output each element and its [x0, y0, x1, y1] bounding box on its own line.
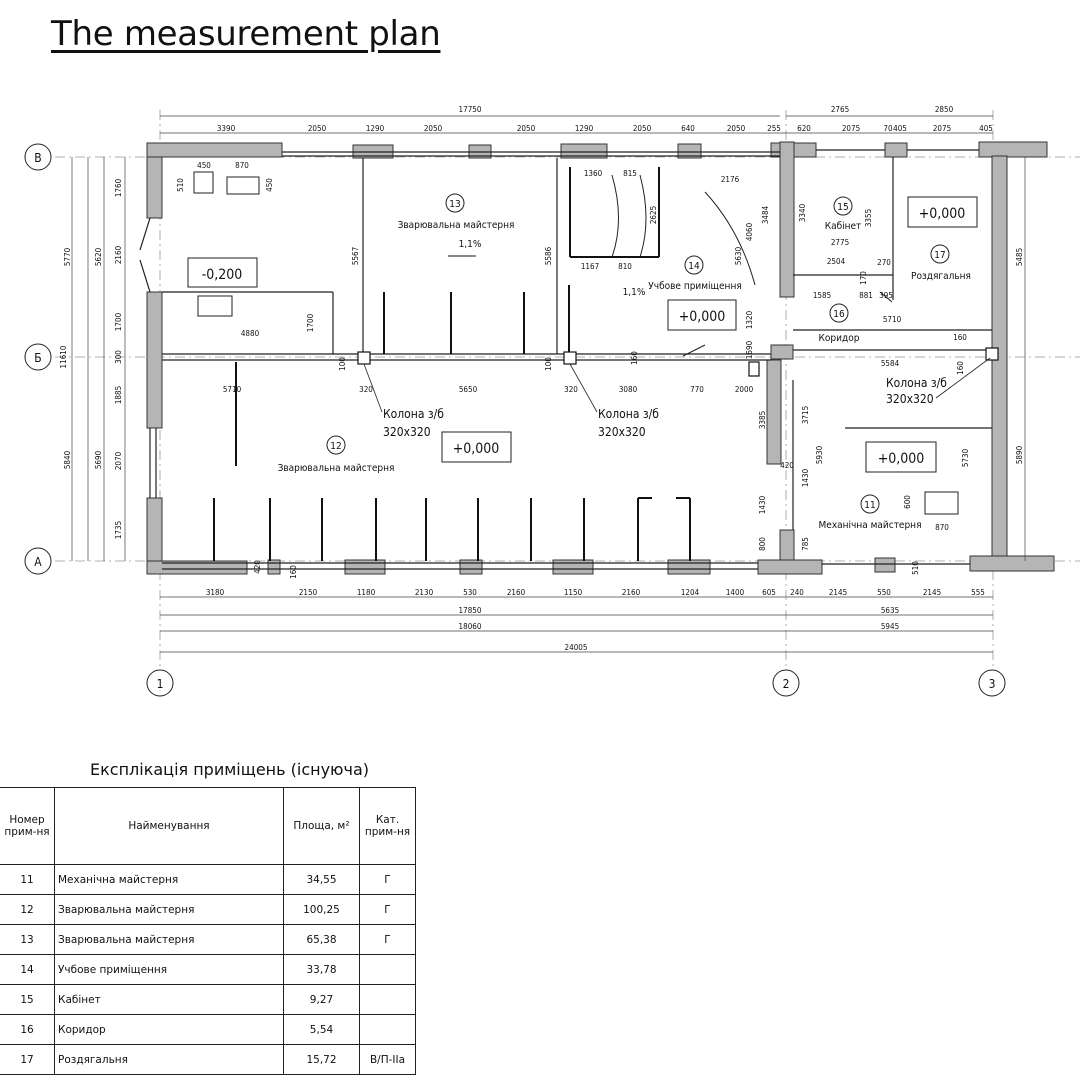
dim-interior: 2000 — [734, 385, 754, 394]
dim-interior: 5586 — [544, 246, 553, 266]
level-tag-11-text: +0,000 — [877, 451, 925, 467]
dim-left-mid: 5620 — [94, 247, 103, 267]
dim-bottom: 550 — [877, 588, 891, 597]
table-row — [0, 865, 416, 895]
cell-name: Механічна майстерня — [55, 865, 284, 895]
dim-interior: 5710 — [222, 385, 242, 394]
room-number-16: 16 — [833, 309, 845, 320]
room-slope-14: 1,1% — [622, 287, 646, 298]
dim-right: 5890 — [1015, 445, 1024, 465]
dim-left-inner: 2070 — [114, 451, 123, 471]
dim-interior: 5730 — [961, 448, 970, 468]
dim-interior: 1360 — [583, 169, 603, 178]
cell-number: 17 — [0, 1045, 55, 1075]
dim-interior: 2504 — [826, 257, 846, 266]
dim-interior: 160 — [289, 565, 298, 579]
dim-bottom: 2145 — [828, 588, 848, 597]
axis-label-v: В — [34, 151, 42, 165]
cell-category: Г — [360, 925, 416, 955]
dim-bottom: 555 — [971, 588, 985, 597]
column-callouts — [364, 358, 990, 439]
room-name-14: Учбове приміщення — [648, 281, 742, 292]
dim-interior: 1430 — [758, 495, 767, 515]
cell-name: Зварювальна майстерня — [55, 925, 284, 955]
header-name: Найменування — [55, 788, 284, 865]
dim-interior: 4880 — [240, 329, 260, 338]
axis-label-a: А — [34, 555, 42, 569]
dim-interior: 160 — [956, 361, 965, 375]
column-label-right: Колона з/б — [886, 376, 947, 390]
room-number-11: 11 — [864, 500, 876, 511]
room-number-15: 15 — [837, 202, 849, 213]
cell-area: 15,72 — [284, 1045, 360, 1075]
dim-bottom: 2150 — [298, 588, 318, 597]
table-row — [0, 1015, 416, 1045]
level-tag-12-text: +0,000 — [452, 441, 500, 457]
cell-category — [360, 1015, 416, 1045]
dim-top: 2050 — [307, 124, 327, 133]
cell-area: 33,78 — [284, 955, 360, 985]
room-slope-13: 1,1% — [458, 239, 482, 250]
dim-interior: 450 — [197, 161, 211, 170]
dim-bottom: 2160 — [506, 588, 526, 597]
dim-top: 640 — [681, 124, 695, 133]
dim-bottom-total: 24005 — [564, 643, 588, 652]
dim-interior: 881 — [859, 291, 873, 300]
dim-interior: 320 — [359, 385, 373, 394]
cell-category — [360, 985, 416, 1015]
dim-top: 255 — [767, 124, 781, 133]
cell-area: 100,25 — [284, 895, 360, 925]
dim-interior: 5650 — [458, 385, 478, 394]
dim-top-right-1: 2850 — [934, 105, 954, 114]
dim-interior: 420 — [780, 461, 794, 470]
room-number-14: 14 — [688, 261, 700, 272]
dim-interior: 5584 — [880, 359, 900, 368]
dim-bottom: 2145 — [922, 588, 942, 597]
dim-top-right-0: 2765 — [830, 105, 850, 114]
header-category: Кат. прим-ня — [360, 788, 416, 865]
dim-bottom: 1180 — [356, 588, 376, 597]
dim-interior: 1430 — [801, 468, 810, 488]
cell-category: Г — [360, 865, 416, 895]
dim-interior: 270 — [877, 258, 891, 267]
dim-interior: 4060 — [745, 222, 754, 242]
cell-area: 34,55 — [284, 865, 360, 895]
dim-interior: 5567 — [351, 246, 360, 266]
dim-interior: 1690 — [745, 340, 754, 360]
dim-bottom-mid-1: 5945 — [880, 622, 900, 631]
dim-interior: 1585 — [812, 291, 832, 300]
dim-top: 405 — [893, 124, 907, 133]
dim-top: 2050 — [423, 124, 443, 133]
dim-interior: 815 — [623, 169, 637, 178]
cell-number: 15 — [0, 985, 55, 1015]
dim-interior: 1167 — [580, 262, 600, 271]
cell-number: 13 — [0, 925, 55, 955]
dim-interior: 100 — [544, 357, 553, 371]
dim-bottom-sub-0: 17850 — [458, 606, 482, 615]
dim-interior: 3355 — [864, 208, 873, 228]
dim-top: 3390 — [216, 124, 236, 133]
dim-left-total: 11610 — [59, 345, 68, 369]
dim-bottom-sub-1: 5635 — [880, 606, 900, 615]
dim-bottom: 530 — [463, 588, 477, 597]
dim-interior: 2176 — [720, 175, 740, 184]
dim-top-total: 17750 — [458, 105, 482, 114]
dim-interior: 800 — [758, 537, 767, 551]
column-label-mid: Колона з/б — [598, 407, 659, 421]
dim-left-mid: 5690 — [94, 450, 103, 470]
axis-label-1: 1 — [156, 677, 164, 691]
dim-bottom: 3180 — [205, 588, 225, 597]
dim-interior: 3080 — [618, 385, 638, 394]
header-area: Площа, м² — [284, 788, 360, 865]
cell-number: 11 — [0, 865, 55, 895]
room-name-11: Механічна майстерня — [818, 520, 922, 531]
header-number: Номер прим-ня — [0, 788, 55, 865]
dim-left-inner: 1735 — [114, 520, 123, 540]
room-name-15: Кабінет — [824, 221, 862, 232]
dim-interior: 3340 — [798, 203, 807, 223]
cell-name: Зварювальна майстерня — [55, 895, 284, 925]
cell-name: Учбове приміщення — [55, 955, 284, 985]
dim-left-outer: 5770 — [63, 247, 72, 267]
dim-interior: 395 — [879, 291, 893, 300]
cell-number: 16 — [0, 1015, 55, 1045]
left-dimensions — [59, 178, 1024, 539]
dim-top: 1290 — [365, 124, 385, 133]
dim-interior: 170 — [859, 271, 868, 285]
dim-interior: 510 — [176, 178, 185, 192]
explication-title: Експлікація приміщень (існуюча) — [90, 760, 370, 779]
room-name-12: Зварювальна майстерня — [277, 463, 395, 474]
level-tag-17-text: +0,000 — [918, 206, 966, 222]
dim-top: 70 — [883, 124, 893, 133]
dim-interior: 5930 — [815, 445, 824, 465]
cell-area: 9,27 — [284, 985, 360, 1015]
explication-table — [0, 787, 416, 1075]
dim-interior: 100 — [338, 357, 347, 371]
dim-bottom: 1150 — [563, 588, 583, 597]
dim-interior: 510 — [911, 561, 920, 575]
dim-top: 2050 — [516, 124, 536, 133]
dim-interior: 2625 — [649, 205, 658, 225]
column-size-right: 320х320 — [886, 392, 934, 406]
dim-top: 2075 — [841, 124, 861, 133]
table-row — [0, 955, 416, 985]
dim-top: 405 — [979, 124, 993, 133]
dim-interior: 320 — [564, 385, 578, 394]
dim-interior: 160 — [630, 351, 639, 365]
dim-bottom: 240 — [790, 588, 804, 597]
dim-interior: 3484 — [761, 205, 770, 225]
dim-bottom: 1400 — [725, 588, 745, 597]
dim-interior: 870 — [935, 523, 949, 532]
room-labels — [278, 194, 971, 531]
structural-columns — [358, 348, 998, 376]
dim-interior: 420 — [253, 560, 262, 574]
column-size-left: 320х320 — [383, 425, 431, 439]
room-name-16: Коридор — [818, 333, 860, 344]
room-number-12: 12 — [330, 441, 342, 452]
dim-interior: 770 — [690, 385, 704, 394]
level-tag-14-text: +0,000 — [678, 309, 726, 325]
dim-interior: 450 — [265, 178, 274, 192]
dim-bottom: 2130 — [414, 588, 434, 597]
dim-interior: 3715 — [801, 405, 810, 425]
room-name-17: Роздягальня — [911, 271, 971, 282]
dim-top: 2075 — [932, 124, 952, 133]
dim-interior: 600 — [903, 495, 912, 509]
axis-label-b: Б — [34, 351, 42, 365]
dim-bottom: 2160 — [621, 588, 641, 597]
cell-name: Коридор — [55, 1015, 284, 1045]
dim-bottom: 605 — [762, 588, 776, 597]
cell-area: 65,38 — [284, 925, 360, 955]
dim-interior: 5710 — [882, 315, 902, 324]
dim-interior: 1700 — [306, 313, 315, 333]
table-row — [0, 985, 416, 1015]
column-label-left: Колона з/б — [383, 407, 444, 421]
dim-interior: 5630 — [734, 246, 743, 266]
dim-left-outer: 5840 — [63, 450, 72, 470]
cell-category: Г — [360, 895, 416, 925]
page-title: The measurement plan — [51, 14, 441, 54]
dim-bottom: 1204 — [680, 588, 700, 597]
dim-top: 2050 — [726, 124, 746, 133]
dim-interior: 785 — [801, 537, 810, 551]
top-dimensions — [217, 105, 993, 133]
room-number-13: 13 — [449, 199, 461, 210]
column-size-mid: 320х320 — [598, 425, 646, 439]
dim-interior: 2775 — [830, 238, 850, 247]
dim-left-inner: 1760 — [114, 178, 123, 198]
dim-interior: 160 — [953, 333, 967, 342]
dim-left-inner: 1700 — [114, 312, 123, 332]
dim-right: 5485 — [1015, 247, 1024, 267]
cell-area: 5,54 — [284, 1015, 360, 1045]
dim-left-inner: 300 — [114, 350, 123, 364]
dim-left-inner: 2160 — [114, 245, 123, 265]
dim-interior: 870 — [235, 161, 249, 170]
axis-label-2: 2 — [782, 677, 790, 691]
table-row — [0, 925, 416, 955]
dim-top: 620 — [797, 124, 811, 133]
dim-top: 1290 — [574, 124, 594, 133]
bottom-dimensions — [206, 588, 985, 652]
dim-left-inner: 1885 — [114, 385, 123, 405]
table-row — [0, 895, 416, 925]
cell-number: 14 — [0, 955, 55, 985]
room-number-17: 17 — [934, 250, 946, 261]
dim-interior: 1320 — [745, 310, 754, 330]
cell-category: В/П-IIa — [360, 1045, 416, 1075]
dim-top: 2050 — [632, 124, 652, 133]
dim-interior: 3385 — [758, 410, 767, 430]
cell-name: Роздягальня — [55, 1045, 284, 1075]
level-tag-pit-text: -0,200 — [201, 267, 243, 283]
room-name-13: Зварювальна майстерня — [397, 220, 515, 231]
dim-bottom-mid-0: 18060 — [458, 622, 482, 631]
cell-name: Кабінет — [55, 985, 284, 1015]
dim-interior: 810 — [618, 262, 632, 271]
table-row — [0, 1045, 416, 1075]
axis-label-3: 3 — [988, 677, 996, 691]
cell-number: 12 — [0, 895, 55, 925]
cell-category — [360, 955, 416, 985]
